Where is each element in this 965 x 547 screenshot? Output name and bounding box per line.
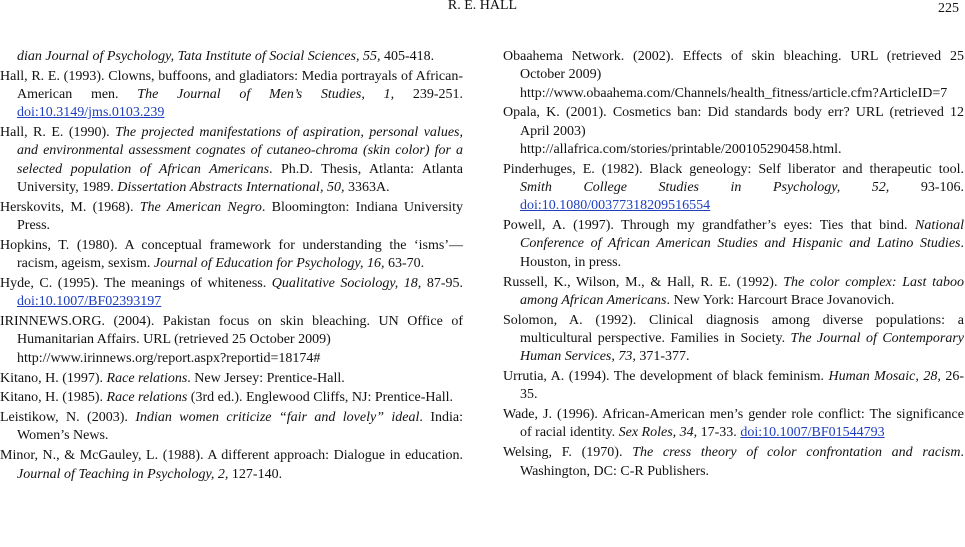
reference-entry	[0, 275, 463, 312]
reference-title-italic: Indian women criticize “fair and lovely” ideal	[135, 410, 420, 426]
doi-link[interactable]: doi:10.1080/00377318209516554	[520, 198, 711, 214]
reference-text: Minor, N., & McGauley, L. (1988). A different approach: Dialogue in education.	[0, 448, 463, 464]
reference-text: . Houston, in press.	[520, 236, 964, 270]
reference-entry	[0, 409, 463, 446]
reference-text: Leistikow, N. (2003).	[0, 410, 136, 426]
reference-text: 17-33.	[697, 425, 741, 441]
reference-entry	[0, 313, 463, 368]
reference-entry	[0, 124, 463, 197]
reference-text: Hyde, C. (1995). The meanings of whiteness.	[0, 276, 272, 292]
reference-title-italic: The projected manifestations of aspiration, personal values, and environmental assessment cognates of cutaneo-chroma (skin color) for a selected population of African Americans	[17, 125, 463, 177]
reference-text: 93-106.	[889, 180, 964, 196]
reference-text: 127-140.	[228, 466, 283, 482]
reference-text: Hall, R. E. (1990).	[0, 125, 116, 141]
reference-text: 239-251.	[394, 87, 463, 103]
reference-text: Solomon, A. (1992). Clinical diagnosis among diverse populations: a multicultural perspective. Families in Society.	[503, 312, 964, 346]
reference-text: Opala, K. (2001). Cosmetics ban: Did standards body err? URL (retrieved 12 April 2003)	[503, 105, 964, 139]
reference-text: Welsing, F. (1970).	[503, 445, 633, 461]
reference-entry	[0, 237, 463, 274]
page-number: 225	[938, 1, 959, 16]
reference-text: 405-418.	[380, 49, 435, 64]
reference-text: Russell, K., Wilson, M., & Hall, R. E. (1992).	[503, 274, 784, 290]
reference-text: Hopkins, T. (1980). A conceptual framework for understanding the ‘isms’—racism, ageism, sexism.	[0, 237, 463, 272]
reference-text: IRINNEWS.ORG. (2004). Pakistan focus on skin bleaching. UN Office of Humanitarian Affairs. URL (retrieved 25 October 2009)	[0, 314, 463, 348]
reference-title-italic: Journal of Education for Psychology, 16,	[153, 256, 385, 272]
reference-entry	[0, 389, 463, 407]
reference-title-italic: The cress theory of color confrontation and racism	[632, 445, 961, 461]
reference-text: Powell, A. (1997). Through my grandfather’s eyes: Ties that bind.	[503, 218, 915, 234]
running-head-author: R. E. HALL	[447, 0, 518, 13]
reference-text: Wade, J. (1996). African-American men’s gender role conflict: The significance of racial identity.	[503, 407, 964, 441]
doi-link[interactable]: doi:10.3149/jms.0103.239	[17, 105, 165, 121]
reference-entry	[503, 217, 964, 272]
reference-title-italic: Human Mosaic, 28,	[828, 369, 941, 385]
reference-text: . New York: Harcourt Brace Jovanovich.	[666, 292, 895, 308]
reference-title-italic: Smith College Studies in Psychology, 52,	[520, 180, 890, 196]
references-left-column	[0, 48, 463, 485]
reference-entry	[0, 48, 463, 66]
reference-text: . New Jersey: Prentice-Hall.	[187, 370, 345, 386]
reference-title-italic: Qualitative Sociology, 18,	[271, 276, 422, 292]
reference-url: http://allafrica.com/stories/printable/200105290458.html.	[520, 141, 842, 157]
reference-text: . Washington, DC: C-R Publishers.	[520, 445, 964, 479]
reference-title-italic: Dissertation Abstracts International, 50,	[117, 180, 345, 196]
reference-text: Kitano, H. (1997).	[0, 370, 107, 386]
reference-entry	[0, 68, 463, 123]
reference-title-italic: The Journal of Contemporary Human Services, 73,	[520, 330, 964, 365]
reference-entry	[0, 447, 463, 484]
reference-text: . Bloomington: Indiana University Press.	[17, 199, 464, 234]
reference-text: 3363A.	[344, 180, 390, 196]
reference-title-italic: Sex Roles, 34,	[618, 425, 698, 441]
reference-text: Urrutia, A. (1994). The development of black feminism.	[503, 369, 829, 385]
doi-link[interactable]: doi:10.1007/BF02393197	[17, 294, 162, 310]
reference-text: 63-70.	[384, 256, 425, 272]
reference-title-italic: National Conference of African American Studies and Hispanic and Latino Studies	[520, 218, 964, 252]
reference-title-italic: Race relations	[106, 370, 188, 386]
reference-text: . India: Women’s News.	[17, 410, 463, 444]
reference-text: . Ph.D. Thesis, Atlanta: Atlanta University, 1989.	[17, 161, 463, 196]
running-head	[0, 0, 965, 18]
reference-entry	[0, 199, 463, 236]
reference-title-italic: dian Journal of Psychology, Tata Institute of Social Sciences, 55,	[17, 49, 381, 64]
reference-entry	[503, 48, 964, 103]
reference-entry	[0, 370, 463, 388]
reference-url: http://www.irinnews.org/report.aspx?reportid=18174#	[17, 350, 321, 366]
reference-entry	[503, 444, 964, 481]
reference-url: http://www.obaahema.com/Channels/health_fitness/article.cfm?ArticleID=7	[520, 85, 948, 101]
reference-text: (3rd ed.). Englewood Cliffs, NJ: Prentice-Hall.	[187, 390, 453, 406]
reference-text: Pinderhuges, E. (1982). Black geneology: Self liberator and therapeutic tool.	[503, 161, 964, 177]
reference-entry	[503, 406, 964, 443]
reference-entry	[503, 312, 964, 367]
reference-text: Hall, R. E. (1993). Clowns, buffoons, and gladiators: Media portrayals of African-American men.	[0, 68, 463, 103]
reference-text: Herskovits, M. (1968).	[0, 199, 140, 215]
reference-text: Kitano, H. (1985).	[0, 390, 107, 406]
reference-entry	[503, 368, 964, 405]
reference-text: 371-377.	[635, 349, 690, 365]
references-right-column	[503, 48, 964, 482]
reference-text: 87-95.	[421, 276, 463, 292]
doi-link[interactable]: doi:10.1007/BF01544793	[740, 425, 885, 441]
reference-title-italic: Race relations	[106, 390, 188, 406]
reference-title-italic: The Journal of Men’s Studies, 1,	[137, 87, 395, 103]
reference-entry	[503, 104, 964, 159]
reference-title-italic: The color complex: Last taboo among African Americans	[520, 274, 964, 308]
reference-title-italic: The American Negro	[139, 199, 262, 215]
reference-title-italic: Journal of Teaching in Psychology, 2,	[17, 466, 229, 482]
reference-text: Obaahema Network. (2002). Effects of skin bleaching. URL (retrieved 25 October 2009)	[503, 49, 964, 83]
reference-entry	[503, 161, 964, 216]
reference-entry	[503, 274, 964, 311]
reference-text: 26-35.	[520, 369, 965, 403]
